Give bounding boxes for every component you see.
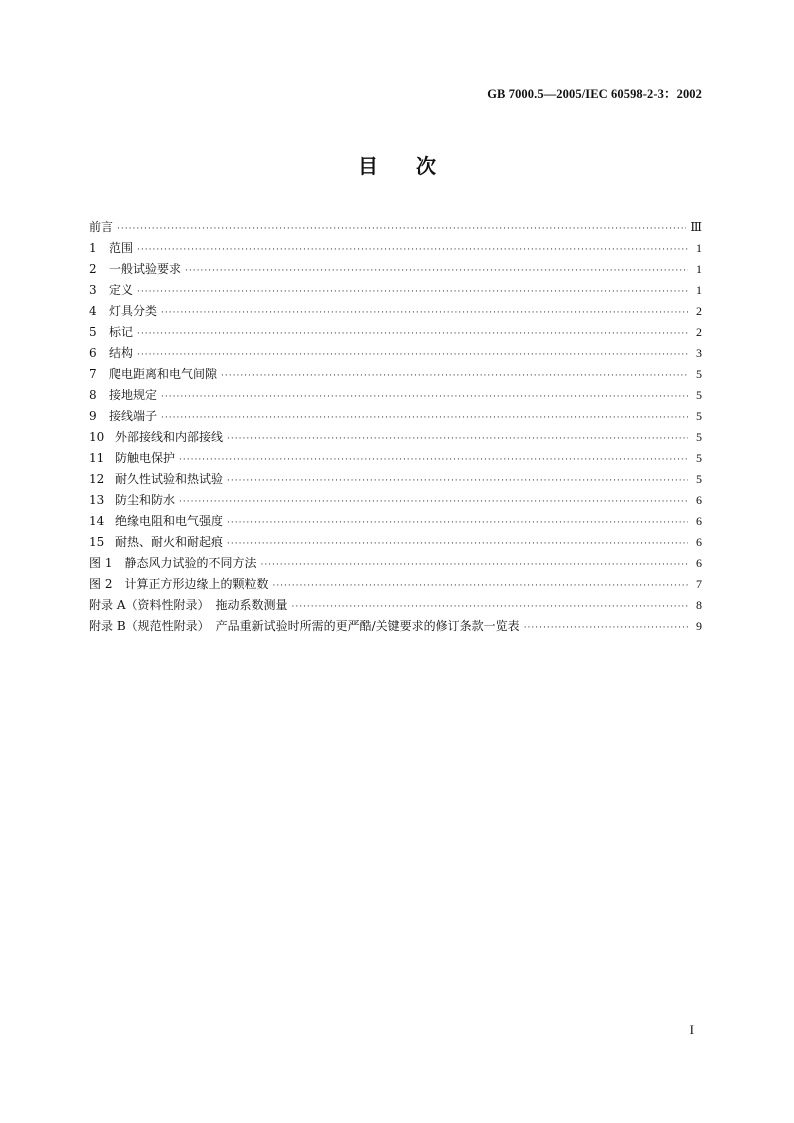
dot-leader — [524, 618, 688, 639]
toc-entry-page: 5 — [696, 430, 702, 444]
toc-entry-page: Ⅲ — [690, 220, 702, 234]
toc-entry-page: 6 — [696, 535, 702, 549]
dot-leader — [137, 240, 688, 261]
dot-leader — [185, 261, 688, 282]
toc-entry-label: 绝缘电阻和电气强度 — [115, 514, 224, 528]
toc-entry-label: 防触电保护 — [115, 451, 176, 465]
toc-entry[interactable] — [89, 511, 702, 532]
toc-entry[interactable] — [89, 427, 702, 448]
toc-entry-number: 11 — [89, 451, 105, 465]
toc-entry[interactable] — [89, 217, 702, 238]
toc-entry-label: 防尘和防水 — [115, 493, 176, 507]
toc-entry-number: 15 — [89, 535, 105, 549]
toc-entry[interactable] — [89, 385, 702, 406]
toc-entry-number: 7 — [89, 367, 97, 381]
toc-entry[interactable] — [89, 490, 702, 511]
toc-entry-page: 6 — [696, 493, 702, 507]
dot-leader — [227, 429, 688, 450]
toc-entry-number: 5 — [89, 325, 97, 339]
dot-leader — [137, 282, 688, 303]
toc-entry-title — [89, 574, 268, 595]
standard-code: GB 7000.5—2005/IEC 60598-2-3：2002 — [487, 87, 702, 101]
toc-entry-page: 1 — [696, 283, 702, 297]
dot-leader — [179, 492, 688, 513]
toc-entry[interactable] — [89, 238, 702, 259]
toc-entry[interactable] — [89, 280, 702, 301]
toc-entry-label: 接地规定 — [109, 388, 158, 402]
toc-entry-title — [89, 616, 520, 637]
toc-entry-page: 2 — [696, 304, 702, 318]
toc-entry-label: 前言 — [89, 220, 114, 234]
toc-entry[interactable] — [89, 532, 702, 553]
toc-entry[interactable] — [89, 574, 702, 595]
toc-entry-page: 5 — [696, 367, 702, 381]
toc-entry-title — [89, 385, 157, 406]
toc-entry-page: 8 — [696, 598, 702, 612]
toc-entry-title — [89, 595, 287, 616]
toc-entry-title — [89, 217, 113, 238]
toc-entry-label: 附录 B（规范性附录） 产品重新试验时所需的更严酷/关键要求的修订条款一览表 — [89, 619, 520, 633]
toc-entry-page: 9 — [696, 619, 702, 633]
toc-entry-number: 13 — [89, 493, 105, 507]
toc-entry-page: 1 — [696, 262, 702, 276]
toc-entry-title — [89, 532, 223, 553]
toc-entry-number: 9 — [89, 409, 97, 423]
toc-entry-label: 图 2 计算正方形边缘上的颗粒数 — [89, 577, 269, 591]
toc-entry-title — [89, 364, 217, 385]
page-number: I — [689, 1022, 694, 1037]
dot-leader — [227, 513, 688, 534]
toc-entry-title — [89, 427, 223, 448]
toc-entry-page: 3 — [696, 346, 702, 360]
toc-entry-title — [89, 469, 223, 490]
toc-entry-label: 灯具分类 — [109, 304, 158, 318]
dot-leader — [161, 408, 688, 429]
toc-entry[interactable] — [89, 469, 702, 490]
dot-leader — [137, 345, 688, 366]
toc-entry-number: 2 — [89, 262, 97, 276]
dot-leader — [272, 576, 688, 597]
toc-entry-title — [89, 490, 175, 511]
toc-entry[interactable] — [89, 616, 702, 637]
toc-entry-title — [89, 259, 181, 280]
toc-entry-title — [89, 406, 157, 427]
toc-entry-number: 3 — [89, 283, 97, 297]
dot-leader — [291, 597, 688, 618]
toc-entry[interactable] — [89, 406, 702, 427]
dot-leader — [221, 366, 688, 387]
toc-entry-number: 1 — [89, 241, 97, 255]
toc-entry-label: 耐热、耐火和耐起痕 — [115, 535, 224, 549]
toc-entry[interactable] — [89, 448, 702, 469]
toc-entry-label: 图 1 静态风力试验的不同方法 — [89, 556, 257, 570]
dot-leader — [179, 450, 688, 471]
toc-entry-label: 附录 A（资料性附录） 拖动系数测量 — [89, 598, 288, 612]
toc-entry-page: 2 — [696, 325, 702, 339]
toc-entry-label: 接线端子 — [109, 409, 158, 423]
toc-entry-label: 爬电距离和电气间隙 — [109, 367, 218, 381]
toc-entry-title — [89, 238, 133, 259]
toc-entry-page: 5 — [696, 472, 702, 486]
toc-entry-number: 6 — [89, 346, 97, 360]
toc-entry-title — [89, 448, 175, 469]
toc-entry-label: 范围 — [109, 241, 134, 255]
dot-leader — [161, 387, 688, 408]
toc-entry-page: 6 — [696, 514, 702, 528]
toc-entry-page: 5 — [696, 451, 702, 465]
toc-entry[interactable] — [89, 595, 702, 616]
toc-entry-number: 14 — [89, 514, 105, 528]
table-of-contents — [89, 217, 702, 637]
toc-entry-label: 定义 — [109, 283, 134, 297]
toc-entry[interactable] — [89, 343, 702, 364]
toc-entry-number: 12 — [89, 472, 105, 486]
dot-leader — [137, 324, 688, 345]
toc-entry-title — [89, 280, 133, 301]
dot-leader — [161, 303, 688, 324]
toc-entry-number: 10 — [89, 430, 105, 444]
toc-entry[interactable] — [89, 553, 702, 574]
toc-entry[interactable] — [89, 364, 702, 385]
toc-entry-label: 耐久性试验和热试验 — [115, 472, 224, 486]
toc-entry-title — [89, 511, 223, 532]
toc-entry-title — [89, 322, 133, 343]
toc-entry-page: 5 — [696, 388, 702, 402]
dot-leader — [260, 555, 688, 576]
page-title: 目次 — [358, 154, 474, 178]
toc-entry-page: 1 — [696, 241, 702, 255]
toc-entry[interactable] — [89, 259, 702, 280]
toc-entry-title — [89, 301, 157, 322]
toc-entry-number: 4 — [89, 304, 97, 318]
toc-entry[interactable] — [89, 322, 702, 343]
toc-entry-title — [89, 343, 133, 364]
toc-entry-label: 结构 — [109, 346, 134, 360]
toc-entry-page: 5 — [696, 409, 702, 423]
toc-entry-label: 一般试验要求 — [109, 262, 182, 276]
toc-entry-page: 6 — [696, 556, 702, 570]
toc-entry[interactable] — [89, 301, 702, 322]
toc-entry-label: 外部接线和内部接线 — [115, 430, 224, 444]
toc-entry-title — [89, 553, 256, 574]
dot-leader — [117, 219, 686, 240]
dot-leader — [227, 471, 688, 492]
toc-entry-label: 标记 — [109, 325, 134, 339]
toc-entry-number: 8 — [89, 388, 97, 402]
dot-leader — [227, 534, 688, 555]
toc-entry-page: 7 — [696, 577, 702, 591]
